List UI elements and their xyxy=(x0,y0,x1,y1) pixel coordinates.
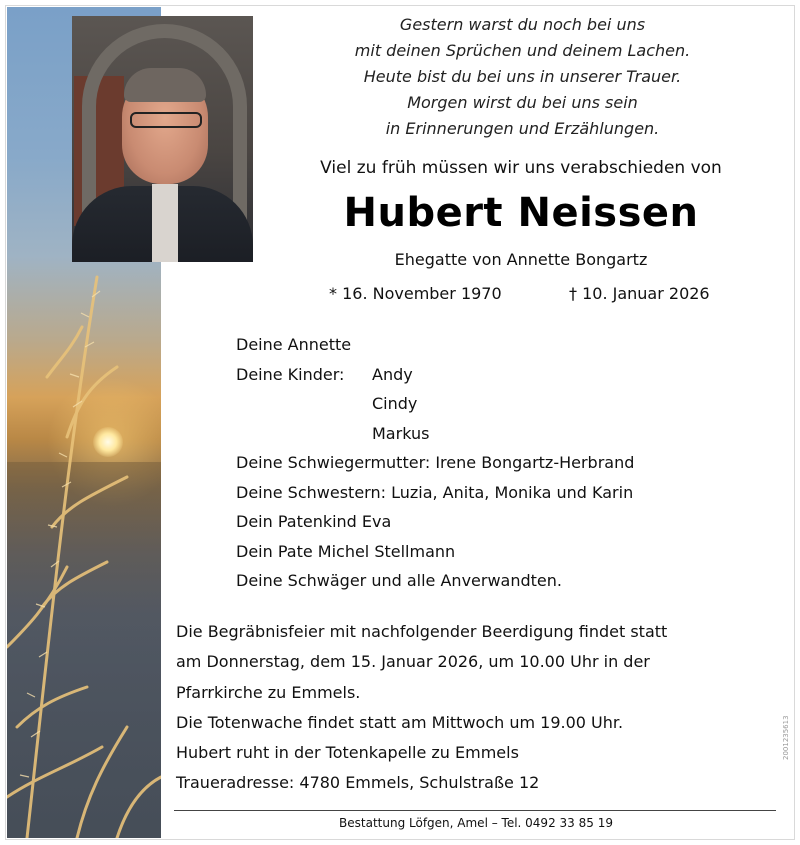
children-label: Deine Kinder: xyxy=(236,364,345,384)
child-name: Markus xyxy=(372,423,430,443)
mourner-mother-in-law: Deine Schwiegermutter: Irene Bongartz-Herbrand xyxy=(236,453,635,472)
funeral-info xyxy=(176,617,776,799)
mourner-children xyxy=(236,360,756,390)
memorial-poem xyxy=(300,12,745,142)
info-line: am Donnerstag, dem 15. Januar 2026, um 10.00 Uhr in der xyxy=(176,652,650,672)
info-line: Die Totenwache findet statt am Mittwoch um 19.00 Uhr. xyxy=(176,712,624,732)
mourner-others: Deine Schwäger und alle Anverwandten. xyxy=(236,571,562,590)
portrait-shirt xyxy=(152,184,178,262)
deceased-name: Hubert Neissen xyxy=(343,190,699,236)
portrait-hair xyxy=(124,68,206,102)
info-line: Traueradresse: 4780 Emmels, Schulstraße 12 xyxy=(176,773,540,793)
poem-line: in Erinnerungen und Erzählungen. xyxy=(385,119,660,138)
mourner-wife: Deine Annette xyxy=(236,335,352,354)
side-reference-code: 2001235613 xyxy=(782,715,790,760)
mourner-sisters: Deine Schwestern: Luzia, Anita, Monika und Karin xyxy=(236,482,634,502)
mourner-godchild: Dein Patenkind Eva xyxy=(236,512,392,531)
poem-line: mit deinen Sprüchen und deinem Lachen. xyxy=(354,41,691,60)
mourners-list xyxy=(236,330,756,596)
poem-line: Gestern warst du noch bei uns xyxy=(399,15,646,34)
child-name: Andy xyxy=(372,364,413,384)
poem-line: Morgen wirst du bei uns sein xyxy=(407,93,638,112)
poem-line: Heute bist du bei uns in unserer Trauer. xyxy=(363,67,682,86)
birth-date: * 16. November 1970 xyxy=(329,284,502,303)
portrait-photo xyxy=(72,16,253,262)
footer-divider xyxy=(174,810,776,811)
info-line: Die Begräbnisfeier mit nachfolgender Beerdigung findet statt xyxy=(176,622,668,641)
funeral-home-footer: Bestattung Löfgen, Amel – Tel. 0492 33 85 19 xyxy=(339,816,613,830)
farewell-intro: Viel zu früh müssen wir uns verabschieden von xyxy=(320,158,722,178)
info-line: Pfarrkirche zu Emmels. xyxy=(176,682,361,702)
spouse-line: Ehegatte von Annette Bongartz xyxy=(394,250,648,269)
mourner-godfather: Dein Pate Michel Stellmann xyxy=(236,541,456,561)
portrait-glasses xyxy=(130,112,202,128)
death-date: † 10. Januar 2026 xyxy=(569,284,710,303)
info-line: Hubert ruht in der Totenkapelle zu Emmels xyxy=(176,743,519,763)
child-name: Cindy xyxy=(372,394,418,413)
